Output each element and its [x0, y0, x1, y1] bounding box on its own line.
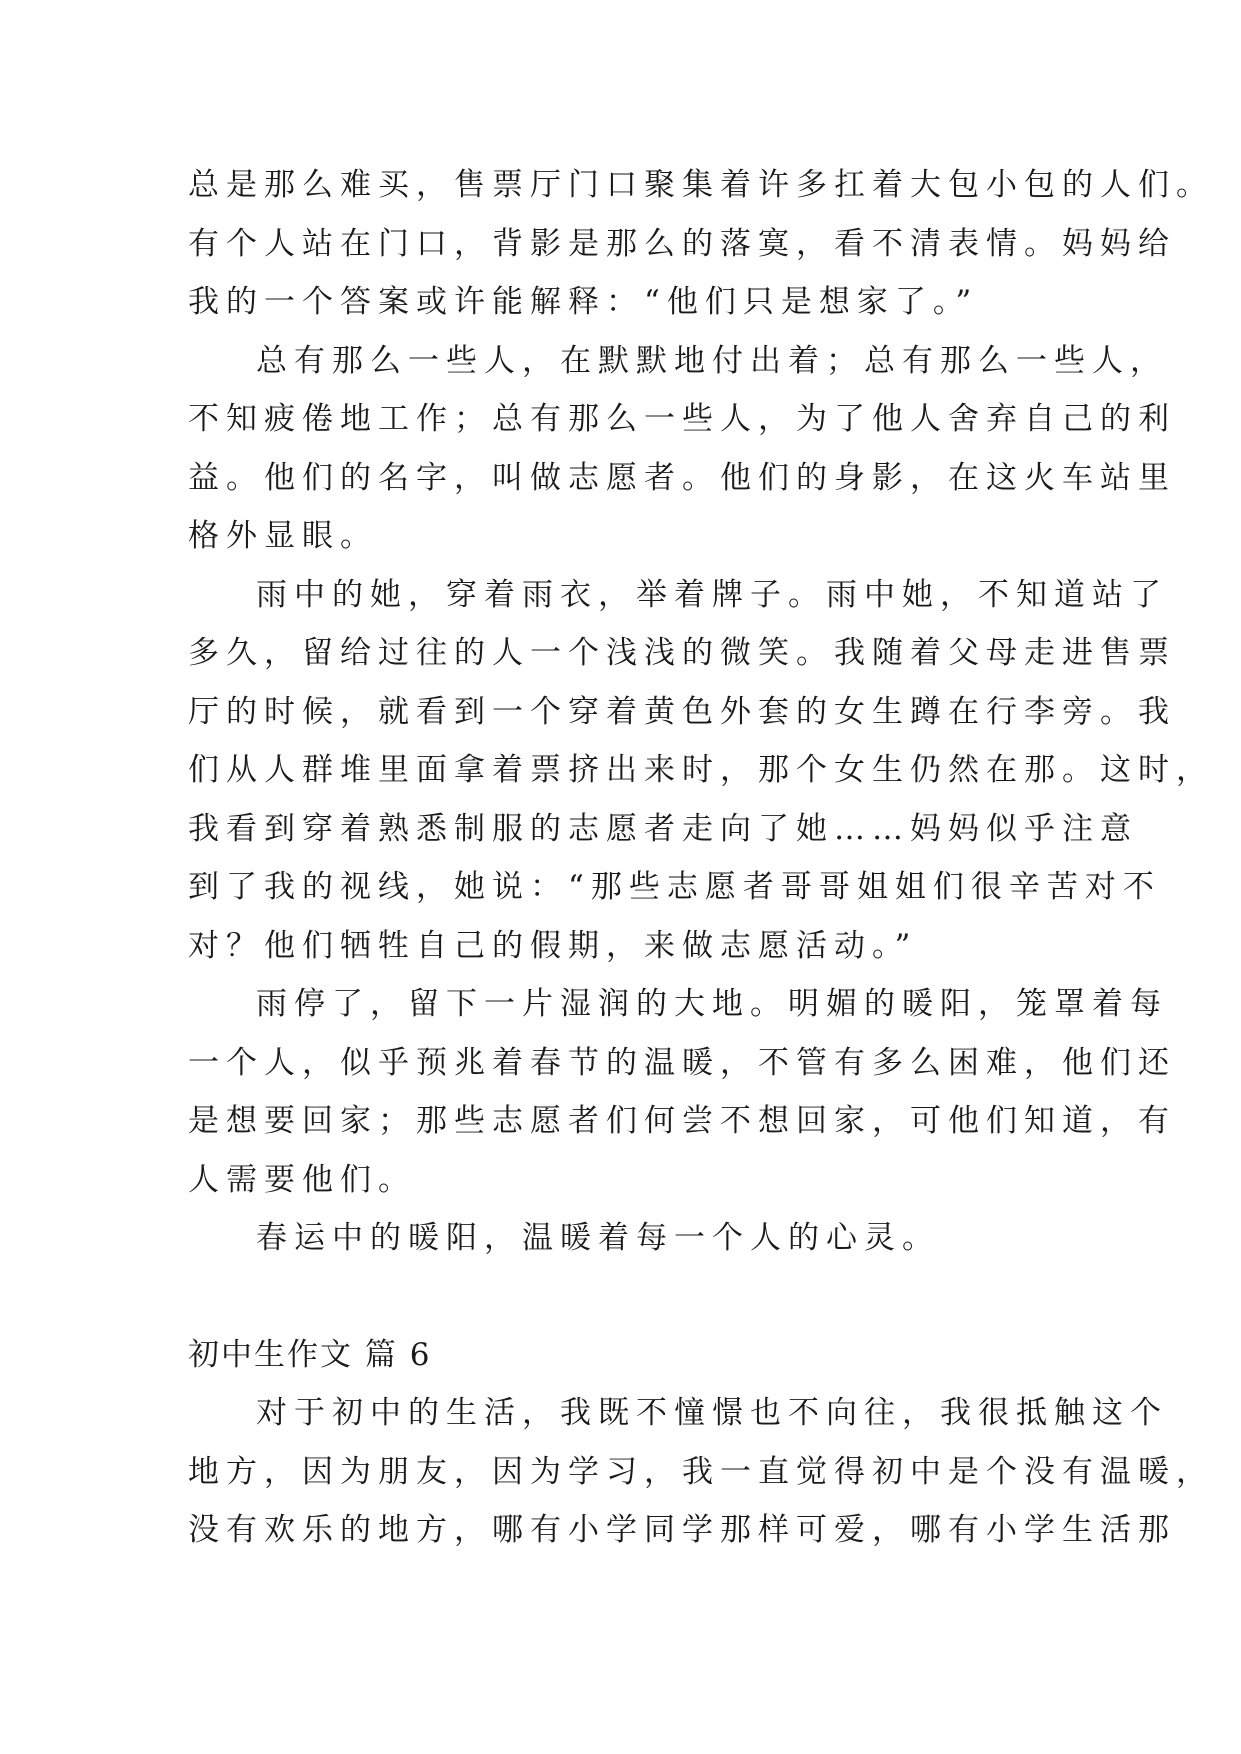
text-line: 是想要回家；那些志愿者们何尝不想回家，可他们知道，有 [188, 1103, 1176, 1139]
text-line: 春运中的暖阳，温暖着每一个人的心灵。 [256, 1220, 940, 1256]
text-line: 多久，留给过往的人一个浅浅的微笑。我随着父母走进售票 [188, 635, 1176, 671]
text-line: 一个人，似乎预兆着春节的温暖，不管有多么困难，他们还 [188, 1044, 1176, 1081]
text-line: 有个人站在门口，背影是那么的落寞，看不清表情。妈妈给 [188, 225, 1176, 262]
section-spacer [188, 1268, 1088, 1326]
document-page [188, 156, 1214, 1560]
text-line: 我看到穿着熟悉制服的志愿者走向了她……妈妈似乎注意 [188, 810, 1138, 847]
text-line: 到了我的视线，她说：“那些志愿者哥哥姐姐们很辛苦对不 [188, 869, 1161, 905]
text-line: 益。他们的名字，叫做志愿者。他们的身影，在这火车站里 [188, 459, 1176, 496]
section-heading: 初中生作文 篇 6 [188, 1336, 432, 1373]
after-rain-paragraph [188, 975, 1176, 1209]
text-line: 厅的时候，就看到一个穿着黄色外套的女生蹲在行李旁。我 [188, 693, 1176, 730]
intro-paragraph [188, 156, 1214, 332]
text-line: 对？他们牺牲自己的假期，来做志愿活动。” [188, 927, 918, 964]
text-line: 雨中的她，穿着雨衣，举着牌子。雨中她，不知道站了 [256, 576, 1168, 613]
text-line: 不知疲倦地工作；总有那么一些人，为了他人舍弃自己的利 [188, 401, 1176, 437]
rain-paragraph [188, 566, 1214, 976]
text-line: 总有那么一些人，在默默地付出着；总有那么一些人， [256, 342, 1168, 379]
section6-paragraph [188, 1384, 1214, 1560]
text-line: 总是那么难买，售票厅门口聚集着许多扛着大包小包的人们。 [188, 167, 1214, 203]
text-line: 我的一个答案或许能解释：“他们只是想家了。” [188, 284, 979, 320]
text-line: 对于初中的生活，我既不憧憬也不向往，我很抵触这个 [256, 1395, 1168, 1431]
text-line: 没有欢乐的地方，哪有小学同学那样可爱，哪有小学生活那 [188, 1512, 1176, 1548]
text-line: 人需要他们。 [188, 1161, 416, 1198]
text-line: 雨停了，留下一片湿润的大地。明媚的暖阳，笼罩着每 [256, 986, 1168, 1022]
volunteers-paragraph [188, 332, 1176, 566]
text-line: 们从人群堆里面拿着票挤出来时，那个女生仍然在那。这时， [188, 752, 1214, 788]
conclusion-paragraph [188, 1209, 1088, 1268]
text-line: 地方，因为朋友，因为学习，我一直觉得初中是个没有温暖， [188, 1453, 1214, 1490]
text-line: 格外显眼。 [188, 518, 378, 554]
